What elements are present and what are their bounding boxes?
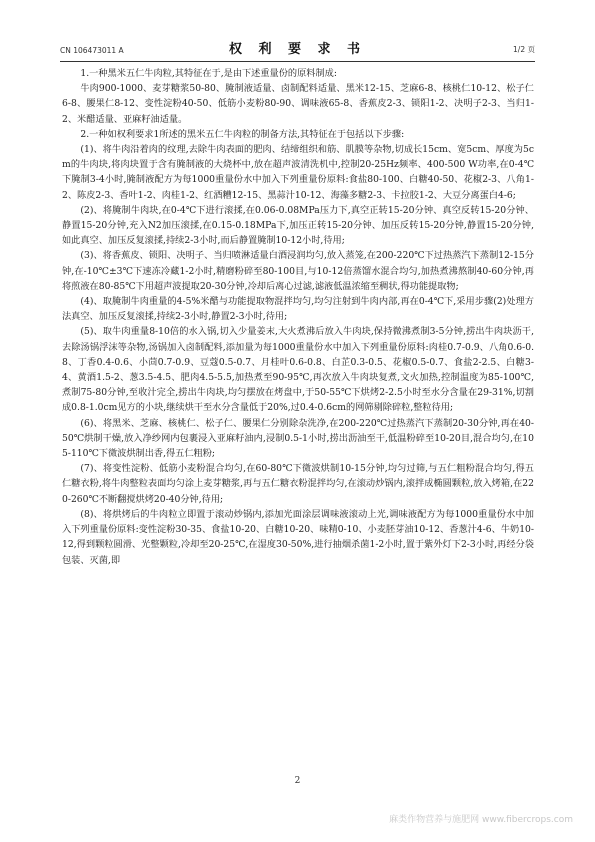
page-title: 权 利 要 求 书 (228, 42, 367, 57)
page-header (60, 38, 535, 58)
claims-body (62, 66, 534, 568)
step-5: (5)、取牛肉重量8-10倍的水入锅,切入少量姜末,大火煮沸后放入牛肉块,保持微沸煮制3-5分钟,捞出牛肉块沥干,去除汤锅浮沫等杂物,汤锅加入卤制配料,添加量为每1000重量份水中加入下列重量份原料:肉桂0.7-0.9、八角0.6-0.8、丁香0.4-0.6、小茴0.7-0.9、豆蔻0.5-0.7、月桂叶0.6-0.8、白芷0.3-0.5、花椒0.5-0.7、食盐2-2.5、白糖3-4、黄酒1.5-2、葱3.5-4.5、肥肉4.5-5.5,加热煮至90-95℃,再次放入牛肉块复煮,文火加热,控制温度为85-100℃,煮制75-80分钟,至收汁完全,捞出牛肉块,均匀摆放在烤盘中,于50-55℃下烘烤2-2.5小时至水分含量在29-31%,切割成0.8-1.0cm见方的小块,继续烘干至水分含量低于20%,过0.4-0.6cm的网筛剔除碎粒,整粒待用; (62, 326, 534, 414)
step-7: (7)、将变性淀粉、低筋小麦粉混合均匀,在60-80℃下微波烘制10-15分钟,均匀过筛,与五仁粗粉混合均匀,得五仁糖衣粉,将牛肉整粒表面均匀涂上麦芽糖浆,再与五仁糖衣粉混拌均匀,在滚动炒锅内,滚拌成椭圆颗粒,放入烤箱,在220-260℃不断翻搅烘烤20-40分钟,待用; (62, 463, 534, 505)
claim-2-intro: 2.一种如权利要求1所述的黑米五仁牛肉粒的制备方法,其特征在于包括以下步骤: (80, 128, 405, 140)
step-8: (8)、将烘烤后的牛肉粒立即置于滚动炒锅内,添加光面涂层调味液滚动上光,调味液配方为每1000重量份水中加入下列重量份原料:变性淀粉30-35、食盐10-20、白糖10-20、味精0-10、小麦胚芽油10-12、香葱汁4-6、牛奶10-12,得到颗粒圆滑、光整颗粒,冷却至20-25℃,在湿度30-50%,进行抽烟杀菌1-2小时,置于紫外灯下2-3小时,再经分袋包装、灭菌,即 (62, 508, 534, 566)
page-number: 2 (294, 776, 301, 786)
step-3: (3)、将香蕉皮、锁阳、决明子、当归喷淋适量白酒浸润均匀,放入蒸笼,在200-220℃下过热蒸汽下蒸制12-15分钟,在-10℃±3℃下速冻冷藏1-2小时,精磨粉碎至80-100目,与10-12倍蒸馏水混合均匀,加热煮沸熬制40-60分钟,再将煎液在80-85℃下用超声波提取20-30分钟,冷却后离心过滤,滤液低温浓缩至稠状,得功能提取物; (62, 250, 534, 292)
watermark: 麻类作物营养与施肥网 www.fibercrops.com (389, 815, 573, 825)
step-6: (6)、将黑米、芝麻、核桃仁、松子仁、腰果仁分别除杂洗净,在200-220℃过热蒸汽下蒸制20-30分钟,再在40-50℃烘制干燥,放入净纱网内包裹浸入亚麻籽油内,浸制0.5-1小时,捞出沥油至干,低温粉碎至10-20目,混合均匀,在105-110℃下微波烘制出香,得五仁粗粉; (62, 417, 534, 460)
header-divider (60, 61, 535, 62)
claim-1-ingredients: 牛肉900-1000、麦芽糖浆50-80、腌制液适量、卤制配料适量、黑米12-15、芝麻6-8、核桃仁10-12、松子仁6-8、腰果仁8-12、变性淀粉40-50、低筋小麦粉80-90、调味液65-8、香蕉皮2-3、锁阳1-2、决明子2-3、当归1-2、米醋适量、亚麻籽油适量。 (62, 83, 534, 125)
document-number: CN 106473011 A (60, 46, 124, 55)
page-indicator: 1/2 页 (513, 45, 535, 54)
claim-1-intro: 1.一种黑米五仁牛肉粒,其特征在于,是由下述重量份的原料制成: (80, 68, 337, 79)
step-1: (1)、将牛肉沿着肉的纹理,去除牛肉表面的肥肉、结缔组织和筋、肌膜等杂物,切成长15cm、宽5cm、厚度为5cm的牛肉块,将肉块置于含有腌制液的大烧杯中,放在超声波清洗机中,控制20-25Hz频率、400-500 W功率,在0-4℃下腌制3-4小时,腌制液配方为每1000重量份水中加入下列重量份原料:食盐80-100、白糖40-50、花椒2-3、八角1-2、陈皮2-3、香叶1-2、肉桂1-2、红酒糟12-15、黑蒜汁10-12、海藻多糖2-3、卡拉胶1-2、大豆分离蛋白4-6; (62, 144, 534, 201)
step-2: (2)、将腌制牛肉块,在0-4℃下进行滚揉,在0.06-0.08MPa压力下,真空正转15-20分钟、真空反转15-20分钟、静置15-20分钟,充入N2加压滚揉,在0.15-0.18MPa下,加压正转15-20分钟、加压反转15-20分钟,静置15-20分钟,如此真空、加压反复滚揉,持续2-3小时,而后静置腌制10-12小时,待用; (62, 204, 534, 247)
step-4: (4)、取腌制牛肉重量的4-5%米醋与功能提取物混拌均匀,均匀注射到牛肉内部,再在0-4℃下,采用步骤(2)处理方法真空、加压反复滚揉,持续2-3小时,静置2-3小时,待用; (62, 296, 534, 323)
